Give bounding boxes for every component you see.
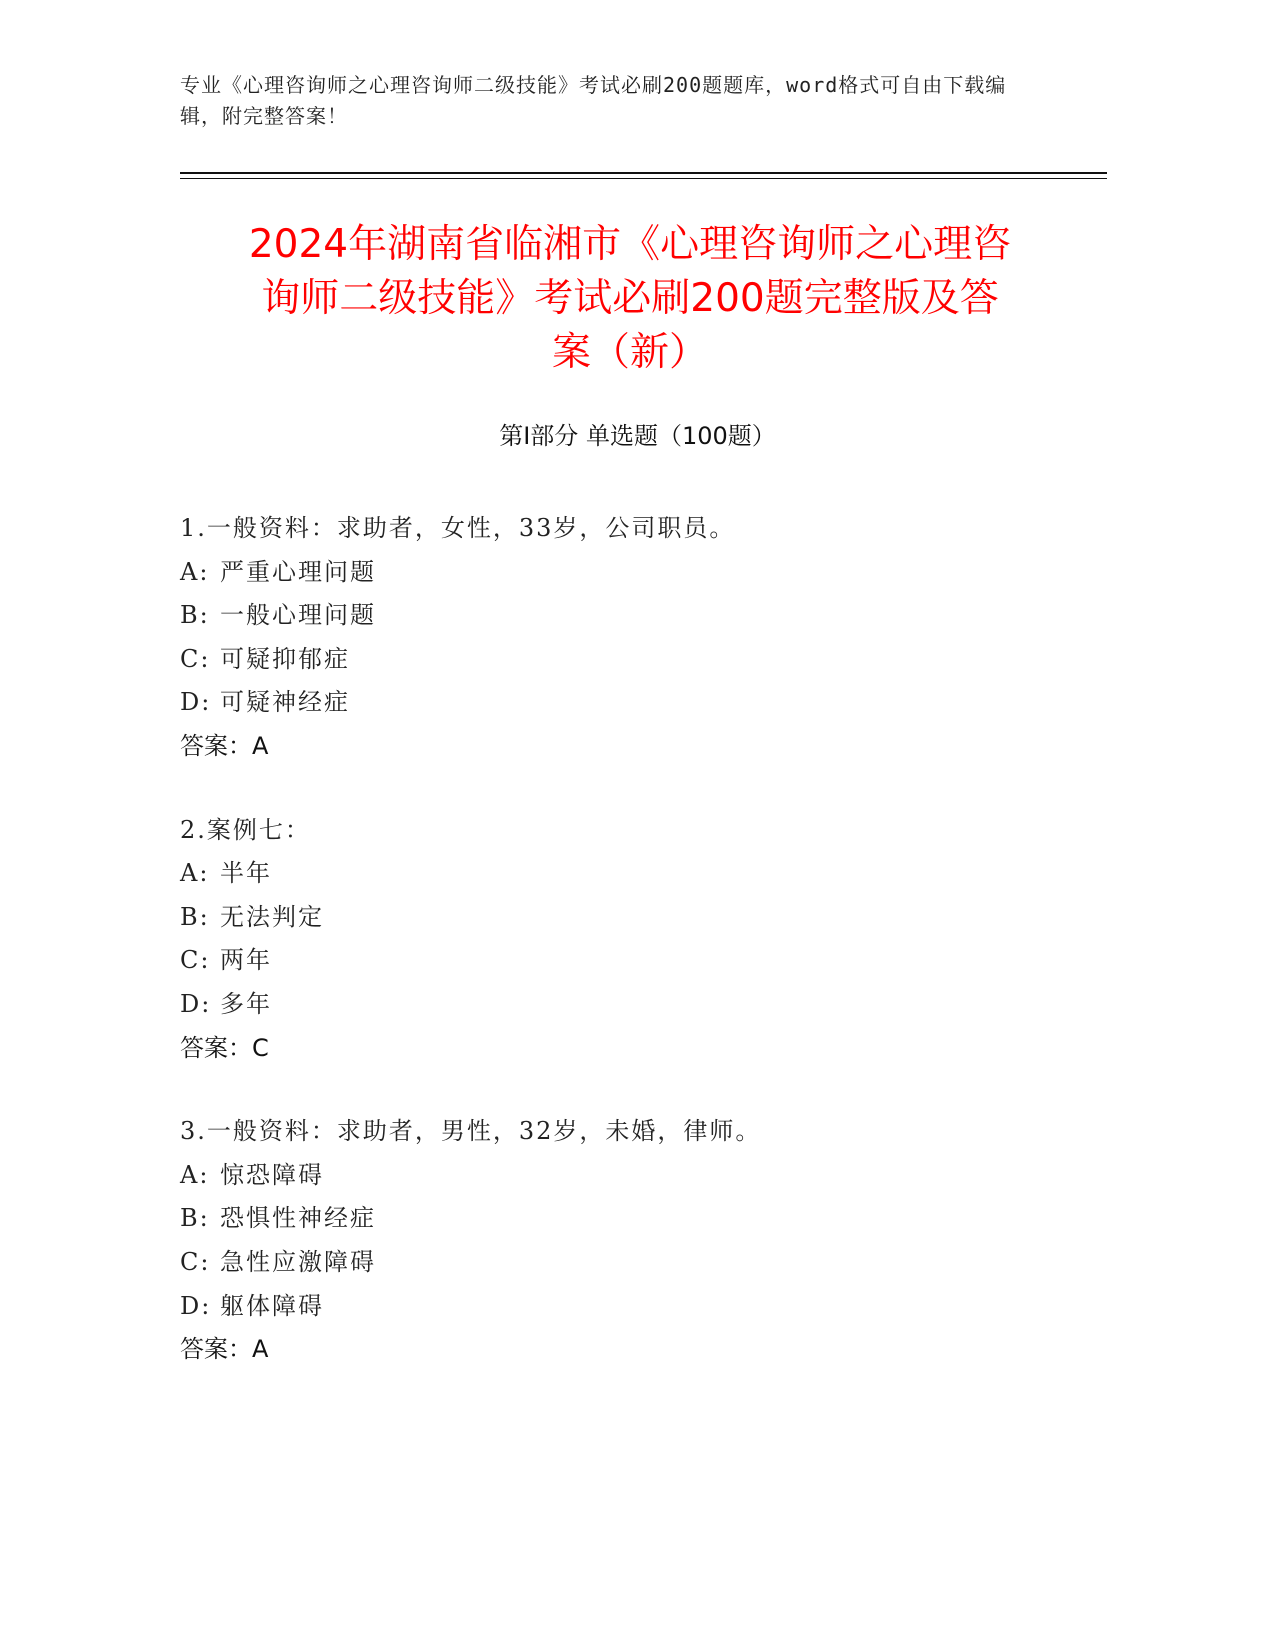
answer-label: 答案：A [180, 731, 269, 760]
document-title [150, 218, 1110, 380]
option-c [180, 638, 1080, 682]
question-stem: 3.一般资料：求助者，男性，32岁，未婚，律师。 [180, 1117, 762, 1146]
option-letter: D: [180, 1291, 212, 1320]
answer-label: 答案：C [180, 1033, 269, 1062]
option-a [180, 551, 1080, 595]
question-stem: 1.一般资料：求助者，女性，33岁，公司职员。 [180, 514, 736, 542]
header-rule-thin [180, 178, 1107, 179]
option-b [180, 594, 1080, 638]
option-letter: C: [180, 946, 211, 975]
option-text: 多年 [220, 989, 272, 1018]
option-letter: C: [180, 644, 211, 673]
option-letter: A: [180, 859, 210, 888]
option-text: 急性应激障碍 [220, 1247, 376, 1276]
option-d [180, 681, 1080, 725]
document-intro: 专业《心理咨询师之心理咨询师二级技能》考试必刷200题题库，word格式可自由下载编辑，附完整答案！ [180, 73, 1007, 128]
answer-label: 答案：A [180, 1335, 269, 1364]
option-text: 躯体障碍 [220, 1291, 324, 1320]
option-letter: B: [180, 902, 210, 931]
option-letter: A: [180, 1160, 210, 1189]
option-text: 一般心理问题 [220, 601, 376, 630]
option-b [180, 1197, 1080, 1241]
option-text: 惊恐障碍 [220, 1160, 324, 1189]
question-3 [180, 1110, 1080, 1372]
option-letter: A: [180, 557, 210, 586]
option-a [180, 1154, 1080, 1198]
option-text: 半年 [220, 859, 272, 888]
option-letter: D: [180, 688, 212, 717]
option-text: 恐惧性神经症 [220, 1204, 376, 1233]
option-letter: B: [180, 601, 210, 630]
title-line-3: 案（新） [551, 330, 708, 375]
option-text: 严重心理问题 [220, 557, 376, 586]
option-letter: C: [180, 1247, 211, 1276]
option-d [180, 1285, 1080, 1329]
option-a [180, 852, 1080, 896]
option-b [180, 896, 1080, 940]
option-text: 可疑神经症 [220, 688, 350, 717]
option-text: 可疑抑郁症 [220, 644, 350, 673]
option-c [180, 1241, 1080, 1285]
question-2 [180, 809, 1080, 1071]
option-letter: D: [180, 989, 212, 1018]
title-line-2: 询师二级技能》考试必刷200题完整版及答 [261, 276, 999, 321]
question-list [180, 507, 1080, 1412]
option-d [180, 983, 1080, 1027]
option-text: 两年 [220, 946, 272, 975]
section-heading: 第Ⅰ部分 单选题（100题） [499, 422, 776, 450]
question-stem: 2.案例七： [180, 815, 311, 844]
option-text: 无法判定 [220, 902, 324, 931]
option-c [180, 939, 1080, 983]
title-line-1: 2024年湖南省临湘市《心理咨询师之心理咨 [248, 222, 1012, 267]
option-letter: B: [180, 1204, 210, 1233]
header-rule-thick [180, 172, 1107, 174]
question-1 [180, 507, 1080, 769]
